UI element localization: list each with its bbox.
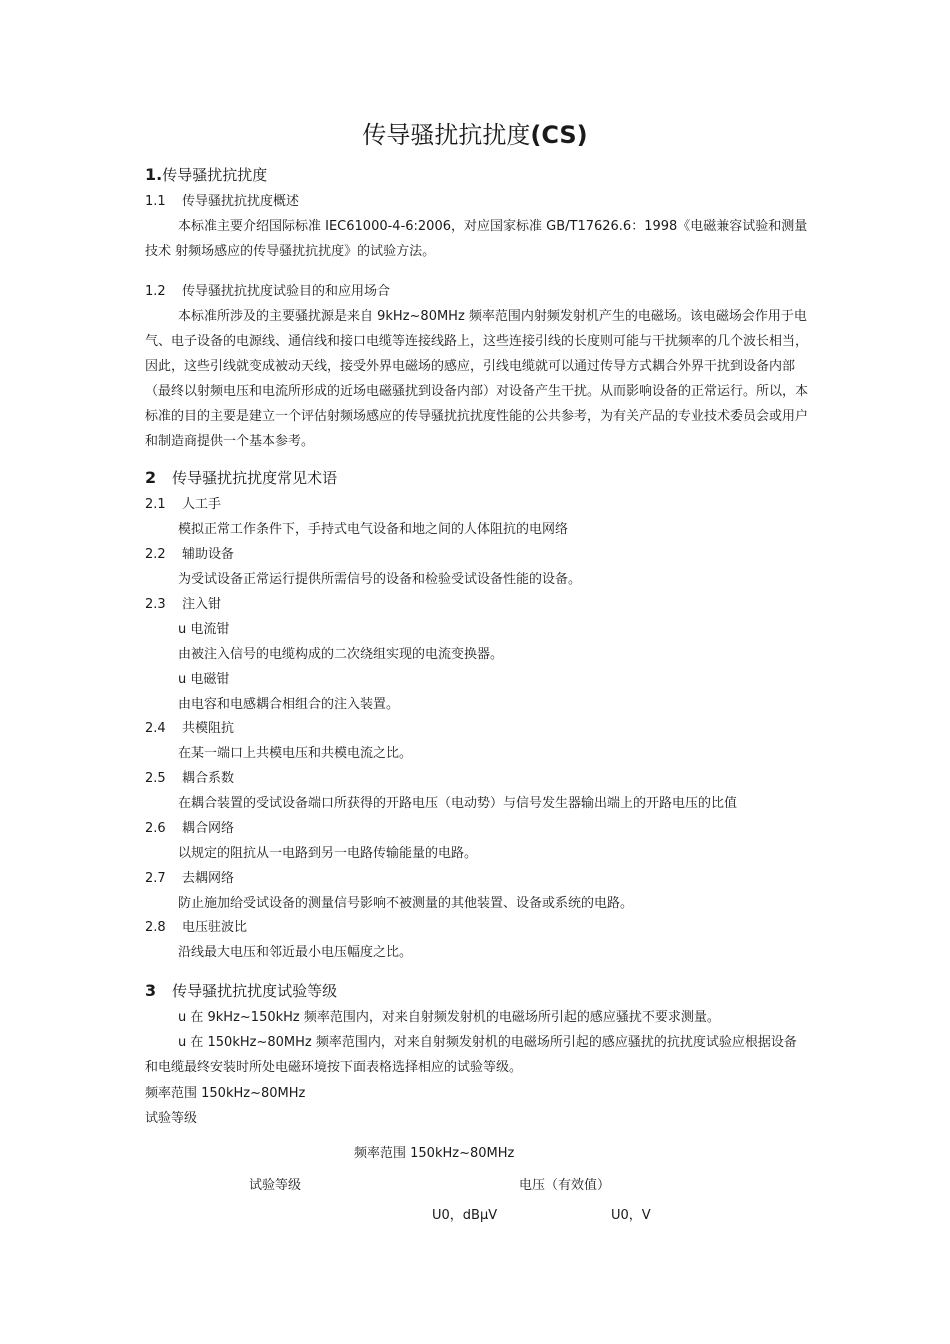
term-text: 在耦合装置的受试设备端口所获得的开路电压（电动势）与信号发生器输出端上的开路电压的比值 — [178, 796, 738, 811]
section-1-2-heading: 1.2 传导骚扰抗扰度试验目的和应用场合 — [145, 284, 391, 299]
section-1-2-paragraph: 本标准所涉及的主要骚扰源是来自 9kHz~80MHz 频率范围内射频发射机产生的电磁场。该电磁场会作用于电气、电子设备的电源线、通信线和接口电缆等连接线路上，这些连接引线的长度则可能与干扰频率的几个波长相当，因此，这些引线就变成被动天线，接受外界电磁场的感应，引线电缆就可以通过传导方式耦合外界干扰到设备内部（最终以射频电压和电流所形成的近场电磁骚扰到设备内部）对设备产生干扰。从而影响设备的正常运行。所以，本标准的目的主要是建立一个评估射频场感应的传导骚扰抗扰度性能的公共参考，为有关产品的专业技术委员会或用户和制造商提供一个基本参考。 — [145, 309, 809, 449]
term-text: 由被注入信号的电缆构成的二次绕组实现的电流变换器。 — [178, 647, 504, 662]
table-caption: 频率范围 150kHz~80MHz — [354, 1146, 515, 1161]
page-title: 传导骚扰抗扰度(CS) — [362, 121, 588, 149]
term-heading: 2.1 人工手 — [145, 497, 222, 512]
term-heading: 2.5 耦合系数 — [145, 771, 235, 786]
section-1-heading: 1.传导骚扰抗扰度 — [145, 165, 268, 184]
section-3-bullet: u 在 150kHz~80MHz 频率范围内，对来自射频发射机的电磁场所引起的感应骚扰的抗扰度试验应根据设备和电缆最终安装时所处电磁环境按下面表格选择相应的试验等级。 — [145, 1035, 797, 1075]
term-heading: 2.7 去耦网络 — [145, 871, 235, 886]
section-3-bullet: u 在 9kHz~150kHz 频率范围内，对来自射频发射机的电磁场所引起的感应骚扰不要求测量。 — [178, 1010, 720, 1025]
term-bullet: u 电磁钳 — [178, 672, 230, 687]
section-2-heading: 2 传导骚扰抗扰度常见术语 — [145, 468, 338, 487]
term-heading: 2.2 辅助设备 — [145, 547, 235, 562]
term-heading: 2.8 电压驻波比 — [145, 920, 248, 935]
term-text: 在某一端口上共模电压和共模电流之比。 — [178, 746, 413, 761]
term-text: 以规定的阻抗从一电路到另一电路传输能量的电路。 — [178, 846, 478, 861]
section-1-1-paragraph: 本标准主要介绍国际标准 IEC61000-4-6:2006，对应国家标准 GB/T17626.6：1998《电磁兼容试验和测量技术 射频场感应的传导骚扰抗扰度》的试验方法。 — [145, 219, 808, 259]
term-heading: 2.4 共模阻抗 — [145, 721, 235, 736]
term-text: 为受试设备正常运行提供所需信号的设备和检验受试设备性能的设备。 — [178, 572, 582, 587]
table-column-voltage: 电压（有效值） — [519, 1178, 611, 1193]
term-text: 沿线最大电压和邻近最小电压幅度之比。 — [178, 945, 413, 960]
term-text: 由电容和电感耦合相组合的注入装置。 — [178, 697, 400, 712]
frequency-range-line: 频率范围 150kHz~80MHz — [145, 1086, 306, 1101]
table-subcolumn-v: U0，V — [611, 1208, 651, 1223]
term-bullet: u 电流钳 — [178, 622, 230, 637]
table-subcolumn-dbuv: U0，dBμV — [432, 1208, 498, 1223]
term-heading: 2.6 耦合网络 — [145, 821, 235, 836]
section-1-1-heading: 1.1 传导骚扰抗扰度概述 — [145, 194, 300, 209]
term-text: 防止施加给受试设备的测量信号影响不被测量的其他装置、设备或系统的电路。 — [178, 896, 634, 911]
test-level-line: 试验等级 — [145, 1111, 198, 1126]
section-3-heading: 3 传导骚扰抗扰度试验等级 — [145, 981, 338, 1000]
term-heading: 2.3 注入钳 — [145, 597, 222, 612]
term-text: 模拟正常工作条件下，手持式电气设备和地之间的人体阻抗的电网络 — [178, 522, 569, 537]
table-column-level: 试验等级 — [249, 1178, 302, 1193]
